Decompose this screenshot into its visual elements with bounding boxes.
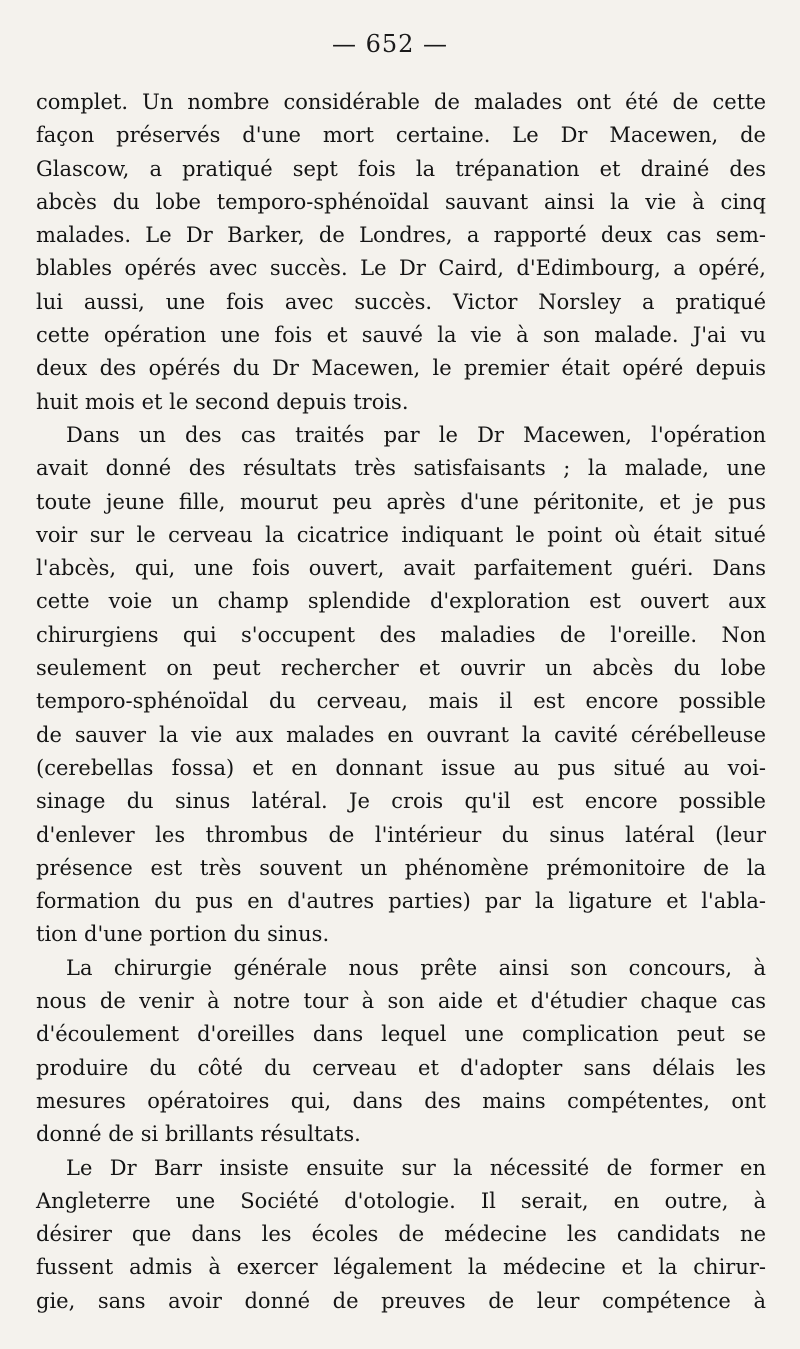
text-line: donné de si brillants résultats. xyxy=(36,1122,361,1147)
text-line: seulement on peut rechercher et ouvrir un abcès du lobe xyxy=(36,656,766,681)
text-line: présence est très souvent un phénomène prémonitoire de la xyxy=(36,855,766,880)
text-line: Glascow, a pratiqué sept fois la trépanation et drainé des xyxy=(36,156,766,181)
text-line: nous de venir à notre tour à son aide et d'étudier chaque cas xyxy=(36,989,766,1014)
text-line: l'abcès, qui, une fois ouvert, avait parfaitement guéri. Dans xyxy=(36,556,766,581)
text-line: désirer que dans les écoles de médecine les candidats ne xyxy=(36,1222,766,1247)
text-line: huit mois et le second depuis trois. xyxy=(36,389,409,414)
text-line: blables opérés avec succès. Le Dr Caird, d'Edimbourg, a opéré, xyxy=(36,256,766,281)
text-line: lui aussi, une fois avec succès. Victor Norsley a pratiqué xyxy=(36,289,766,314)
text-line: deux des opérés du Dr Macewen, le premier était opéré depuis xyxy=(36,356,766,381)
text-line: façon préservés d'une mort certaine. Le Dr Macewen, de xyxy=(36,123,766,148)
text-line: chirurgiens qui s'occupent des maladies de l'oreille. Non xyxy=(36,622,766,647)
text-line: Angleterre une Société d'otologie. Il serait, en outre, à xyxy=(36,1188,766,1213)
paragraph xyxy=(36,419,766,952)
paragraph xyxy=(36,952,766,1152)
text-line: temporo-sphénoïdal du cerveau, mais il est encore possible xyxy=(36,689,766,714)
text-line: produire du côté du cerveau et d'adopter sans délais les xyxy=(36,1055,766,1080)
text-line: d'écoulement d'oreilles dans lequel une complication peut se xyxy=(36,1022,766,1047)
page-number: — 652 — xyxy=(331,30,449,58)
text-line: avait donné des résultats très satisfaisants ; la malade, une xyxy=(36,456,766,481)
paragraph xyxy=(36,1152,766,1318)
text-line: Le Dr Barr insiste ensuite sur la nécessité de former en xyxy=(66,1155,766,1180)
text-line: gie, sans avoir donné de preuves de leur compétence à xyxy=(36,1288,766,1313)
text-line: (cerebellas fossa) et en donnant issue au pus situé au voi- xyxy=(36,755,766,780)
text-line: voir sur le cerveau la cicatrice indiquant le point où était situé xyxy=(36,522,766,547)
text-line: mesures opératoires qui, dans des mains compétentes, ont xyxy=(36,1088,766,1113)
text-line: formation du pus en d'autres parties) par la ligature et l'abla- xyxy=(36,889,766,914)
text-line: de sauver la vie aux malades en ouvrant la cavité cérébelleuse xyxy=(36,722,766,747)
body-text xyxy=(36,86,766,1318)
text-line: tion d'une portion du sinus. xyxy=(36,922,330,947)
paragraph xyxy=(36,86,766,419)
text-line: sinage du sinus latéral. Je crois qu'il est encore possible xyxy=(36,789,766,814)
text-line: fussent admis à exercer légalement la médecine et la chirur- xyxy=(36,1255,766,1280)
text-line: d'enlever les thrombus de l'intérieur du sinus latéral (leur xyxy=(36,822,766,847)
text-line: cette opération une fois et sauvé la vie à son malade. J'ai vu xyxy=(36,323,766,348)
text-line: Dans un des cas traités par le Dr Macewen, l'opération xyxy=(66,422,766,447)
text-line: La chirurgie générale nous prête ainsi son concours, à xyxy=(66,955,766,980)
text-line: malades. Le Dr Barker, de Londres, a rapporté deux cas sem- xyxy=(36,223,766,248)
text-line: complet. Un nombre considérable de malades ont été de cette xyxy=(36,90,766,114)
text-line: abcès du lobe temporo-sphénoïdal sauvant ainsi la vie à cinq xyxy=(36,189,766,214)
text-line: cette voie un champ splendide d'exploration est ouvert aux xyxy=(36,589,766,614)
text-line: toute jeune fille, mourut peu après d'une péritonite, et je pus xyxy=(36,489,766,514)
